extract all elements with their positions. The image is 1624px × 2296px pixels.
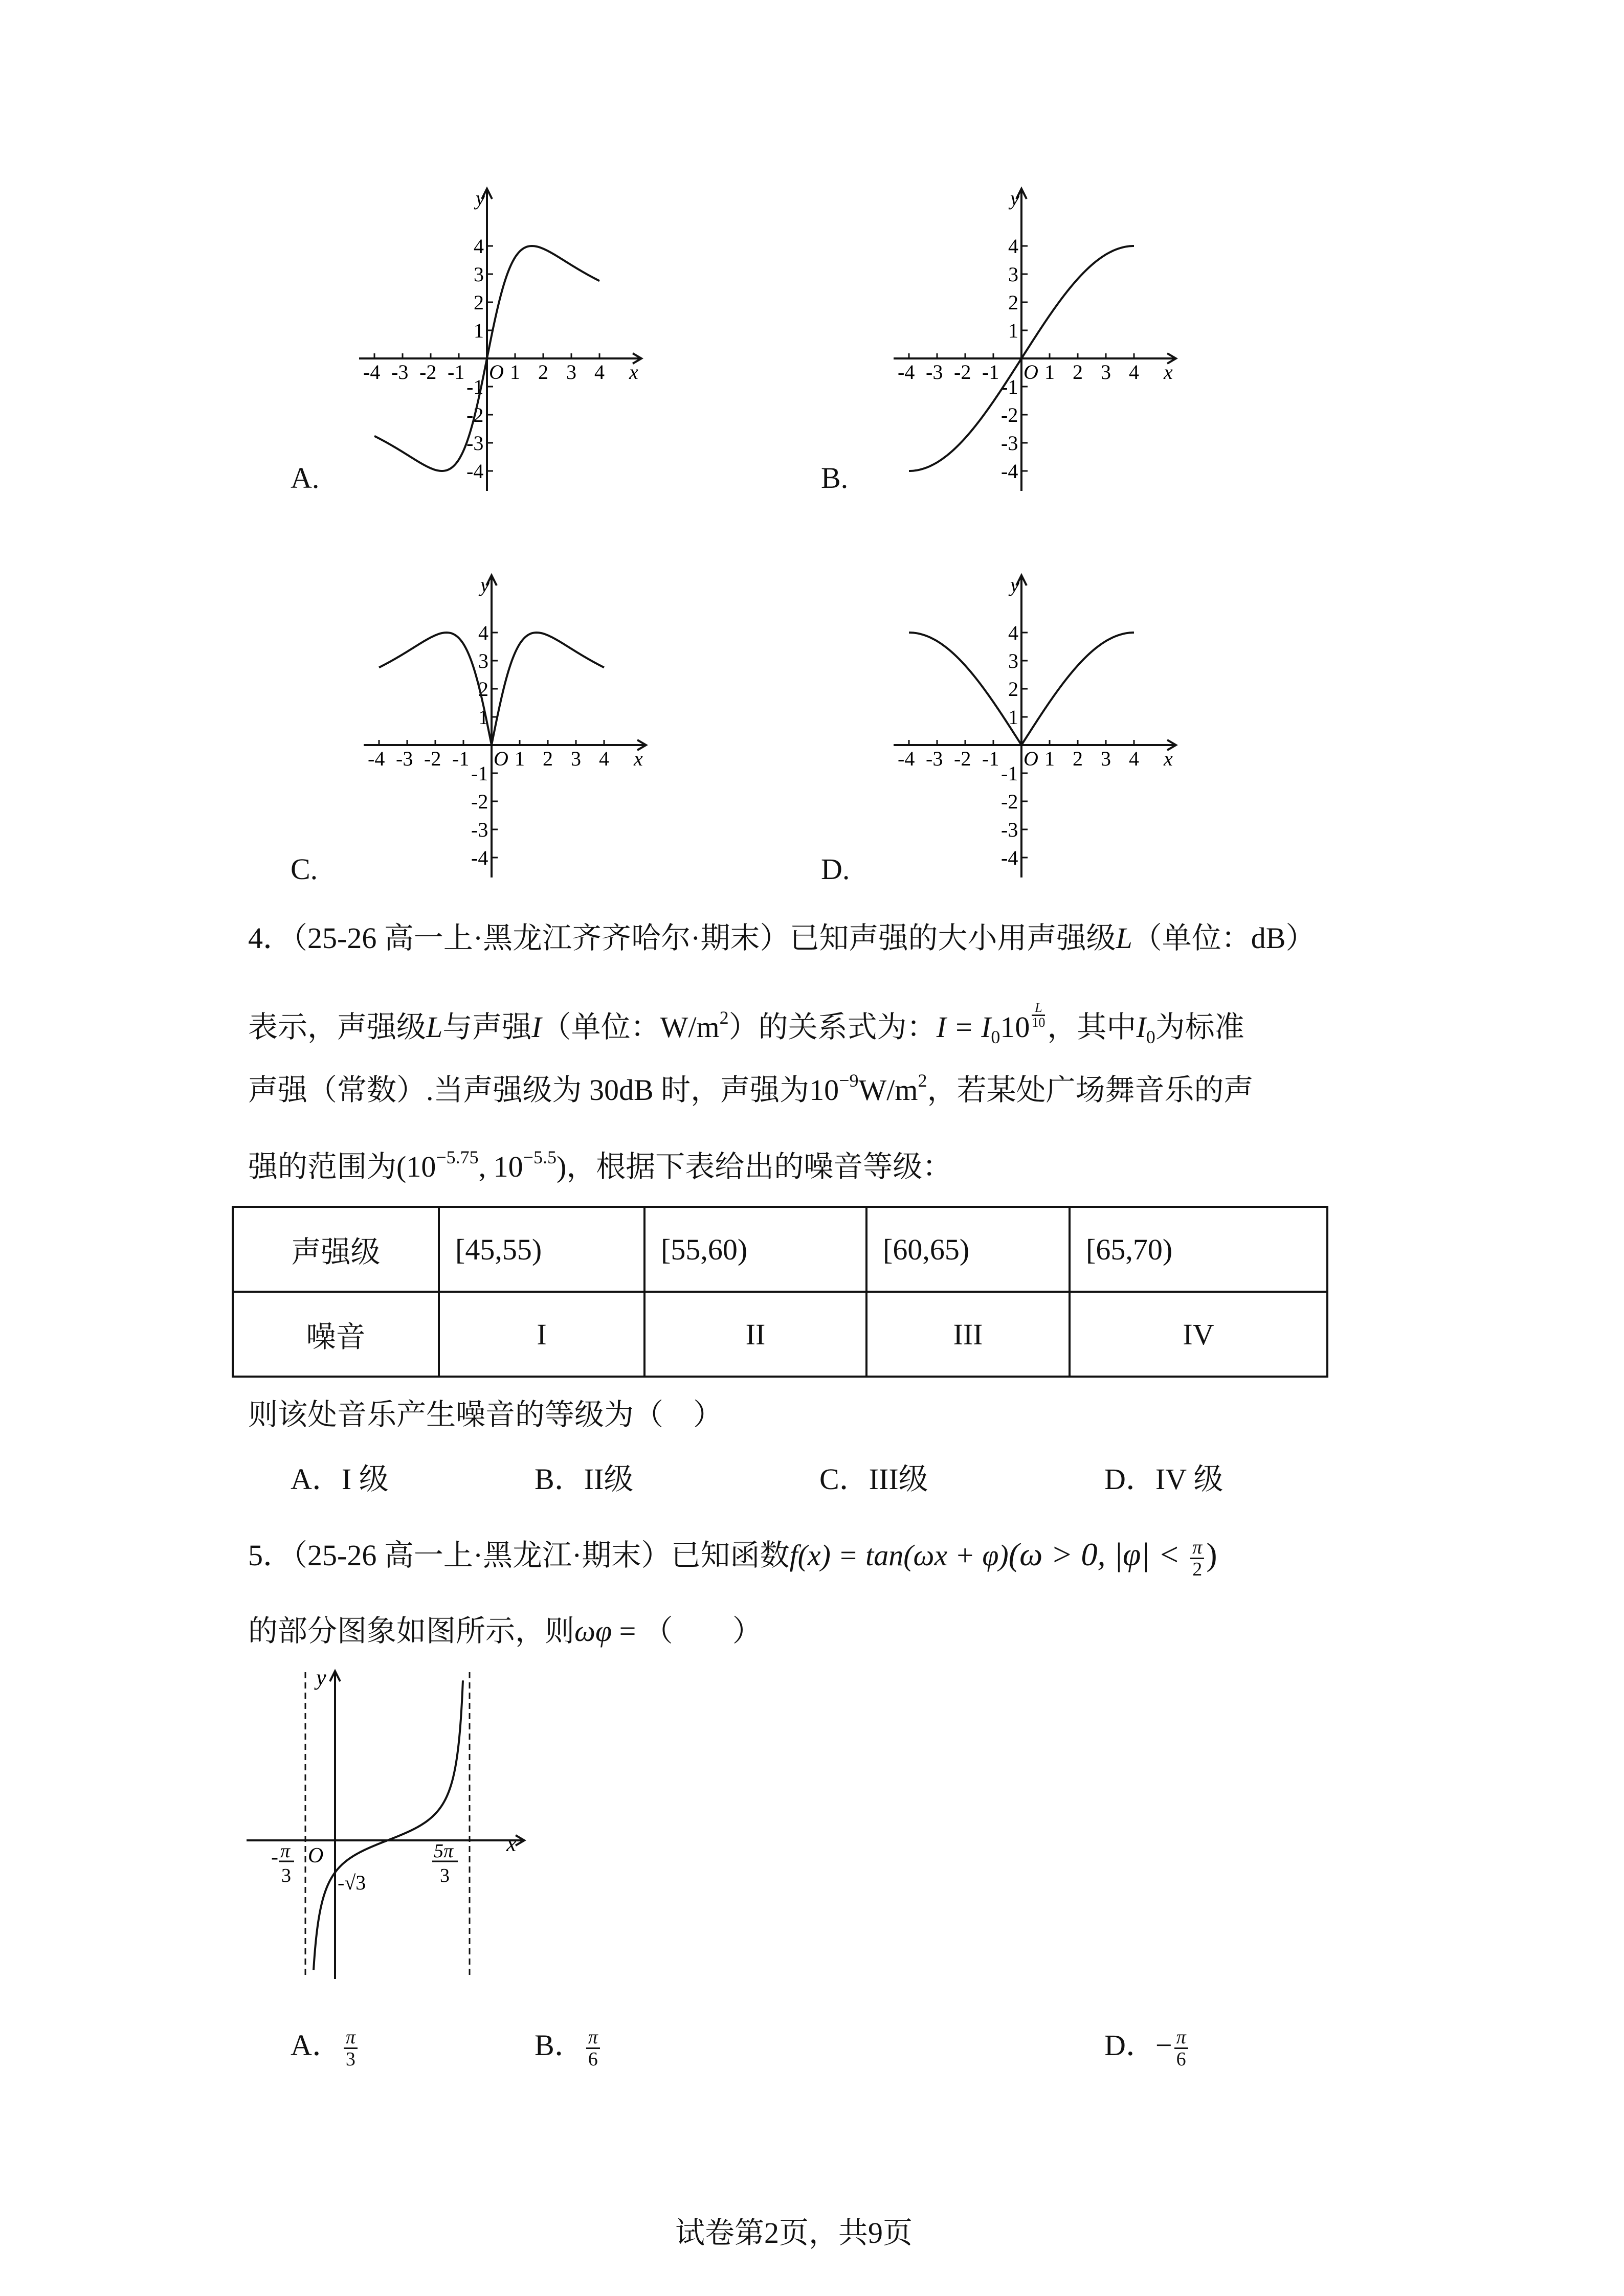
y-tick-label: -1 xyxy=(466,375,484,398)
y-tick-label: 2 xyxy=(474,291,484,314)
exp-den: 10 xyxy=(1032,1015,1045,1030)
frac-num: π xyxy=(344,2027,358,2049)
fivepi-den: 3 xyxy=(440,1865,450,1886)
omega-phi: ωφ xyxy=(574,1614,612,1648)
q4-text: 与声强 xyxy=(442,1010,532,1044)
x-tick-label: 1 xyxy=(1044,747,1055,770)
x-tick-label: O xyxy=(1024,361,1038,384)
q4-option-a[interactable]: A．I 级 xyxy=(291,1462,389,1496)
table-row xyxy=(233,1207,1327,1292)
y-tick-label: -4 xyxy=(1001,460,1018,483)
exp-num: L xyxy=(1032,1001,1045,1016)
formula-exponent xyxy=(1032,1001,1045,1029)
x-tick-label: -2 xyxy=(954,361,971,384)
q4-line-1 xyxy=(248,920,1315,956)
exponent: −5.75 xyxy=(436,1147,479,1167)
pi-over-2 xyxy=(1190,1537,1204,1580)
table-cell: 噪音 xyxy=(233,1292,439,1377)
axis-label-y: y xyxy=(476,187,485,210)
y-tick-label: -1 xyxy=(1001,375,1018,398)
y-tick-label: -4 xyxy=(1001,846,1018,869)
q4-text: （单位：dB） xyxy=(1132,921,1316,955)
q4-text: 4．（25-26 高一上·黑龙江齐齐哈尔·期末）已知声强的大小用声强级 xyxy=(248,921,1116,955)
q4-text: （单位：W/m xyxy=(541,1010,720,1044)
graph-option-a xyxy=(327,184,655,491)
y-tick-label: 1 xyxy=(1008,319,1018,342)
exponent: 2 xyxy=(719,1007,729,1028)
x-tick-label: -3 xyxy=(391,361,409,384)
q4-option-b[interactable]: B．II级 xyxy=(535,1462,634,1496)
axis-label-x: x xyxy=(506,1831,517,1856)
noise-level-table xyxy=(232,1206,1328,1378)
q4-option-c[interactable]: C．III级 xyxy=(819,1462,928,1496)
tan-graph xyxy=(235,1662,552,1989)
q4-line-2 xyxy=(248,1001,1244,1045)
q5-text: 5．（25-26 高一上·黑龙江·期末）已知函数 xyxy=(248,1539,790,1572)
y-tick-label: -4 xyxy=(466,460,484,483)
axis-label-y: y xyxy=(480,573,490,596)
frac-num: π xyxy=(586,2027,600,2049)
x-tick-label: -2 xyxy=(954,747,971,770)
page-footer: 试卷第2页，共9页 xyxy=(675,2216,913,2249)
y-tick-label: 1 xyxy=(474,319,484,342)
neg-pi3-den: 3 xyxy=(281,1865,291,1886)
q4-text: 表示，声强级 xyxy=(248,1010,427,1044)
sign: − xyxy=(1155,2028,1172,2062)
q4-option-d[interactable]: D．IV 级 xyxy=(1104,1462,1223,1496)
fraction xyxy=(586,2027,600,2069)
y-tick-label: -2 xyxy=(1001,403,1018,426)
y-tick-label: 3 xyxy=(1008,263,1018,286)
option-d-label[interactable]: D. xyxy=(821,852,850,886)
axis-label-x: x xyxy=(634,747,643,770)
neg-pi3-num: π xyxy=(280,1840,291,1862)
q4-text: 声强（常数）.当声强级为 30dB 时，声强为10 xyxy=(248,1073,839,1107)
function-def: f(x) = tan(ωx + φ) xyxy=(789,1539,1009,1572)
var-L: L xyxy=(426,1010,443,1044)
y-tick-label: 3 xyxy=(474,263,484,286)
sqrt3-label: -√3 xyxy=(338,1871,366,1894)
x-tick-label: 4 xyxy=(594,361,605,384)
x-tick-label: 2 xyxy=(538,361,548,384)
x-tick-label: 2 xyxy=(543,747,553,770)
y-tick-label: 3 xyxy=(478,649,488,672)
q5-line-2 xyxy=(248,1613,762,1649)
y-tick-label: 1 xyxy=(478,706,488,729)
x-tick-label: -2 xyxy=(424,747,441,770)
x-tick-label: 4 xyxy=(599,747,609,770)
y-tick-label: 2 xyxy=(1008,291,1018,314)
table-cell: [45,55) xyxy=(439,1207,644,1292)
x-tick-label: O xyxy=(1024,747,1038,770)
x-tick-label: -4 xyxy=(363,361,381,384)
graph-option-c xyxy=(332,571,659,877)
table-cell: [65,70) xyxy=(1070,1207,1327,1292)
option-b-label[interactable]: B. xyxy=(821,461,849,494)
fraction xyxy=(344,2027,358,2069)
q4-text: 为标准 xyxy=(1155,1010,1244,1044)
exponent: 2 xyxy=(918,1070,927,1091)
table-cell: [55,60) xyxy=(644,1207,866,1292)
x-tick-label: -2 xyxy=(419,361,437,384)
table-cell: [60,65) xyxy=(866,1207,1070,1292)
x-tick-label: O xyxy=(494,747,508,770)
y-tick-label: 1 xyxy=(1008,706,1018,729)
x-tick-label: -1 xyxy=(982,361,999,384)
fivepi-num: 5π xyxy=(434,1840,454,1862)
axis-label-y: y xyxy=(316,1665,326,1690)
x-tick-label: 4 xyxy=(1129,747,1139,770)
fraction xyxy=(1174,2027,1188,2069)
x-tick-label: -4 xyxy=(898,747,915,770)
q4-text: , 10 xyxy=(478,1150,523,1183)
y-tick-label: -3 xyxy=(471,818,488,841)
frac-num: π xyxy=(1174,2027,1188,2049)
x-tick-label: -4 xyxy=(898,361,915,384)
subscript: 0 xyxy=(1146,1027,1155,1047)
table-cell: I xyxy=(439,1292,644,1377)
exponent: −5.5 xyxy=(523,1147,557,1167)
q4-text: ，若某处广场舞音乐的声 xyxy=(927,1073,1254,1107)
q5-option-a[interactable] xyxy=(291,2027,360,2069)
y-tick-label: -3 xyxy=(1001,432,1018,455)
x-tick-label: -4 xyxy=(368,747,385,770)
x-tick-label: -1 xyxy=(448,361,465,384)
axis-label-x: x xyxy=(1164,361,1173,384)
y-tick-label: -4 xyxy=(471,846,488,869)
x-tick-label: O xyxy=(489,361,504,384)
x-tick-label: 4 xyxy=(1129,361,1139,384)
var-I0: I xyxy=(1136,1010,1146,1044)
y-tick-label: -2 xyxy=(1001,790,1018,813)
q4-line-3 xyxy=(248,1072,1254,1108)
x-tick-label: -3 xyxy=(396,747,413,770)
y-tick-label: 3 xyxy=(1008,649,1018,672)
q5-text: 的部分图象如图所示，则 xyxy=(248,1614,575,1648)
x-tick-label: 3 xyxy=(566,361,576,384)
frac-den: 3 xyxy=(345,2049,355,2070)
frac-den: 2 xyxy=(1192,1559,1203,1581)
x-tick-label: 2 xyxy=(1073,361,1083,384)
y-tick-label: 2 xyxy=(478,678,488,701)
graph-option-b xyxy=(862,184,1189,491)
x-tick-label: 1 xyxy=(1044,361,1055,384)
q4-text: ，其中 xyxy=(1047,1010,1137,1044)
frac-num: π xyxy=(1190,1537,1204,1559)
option-a-label[interactable]: A. xyxy=(291,461,320,494)
x-tick-label: -1 xyxy=(982,747,999,770)
table-cell: III xyxy=(866,1292,1070,1377)
x-tick-label: -3 xyxy=(926,361,943,384)
q4-text: ）的关系式为： xyxy=(728,1010,937,1044)
q5-text: = （ ） xyxy=(612,1614,762,1648)
q4-line-4 xyxy=(248,1149,952,1185)
x-tick-label: 1 xyxy=(515,747,525,770)
y-tick-label: 4 xyxy=(478,621,488,644)
y-tick-label: 4 xyxy=(1008,235,1018,258)
condition-close: ) xyxy=(1206,1536,1217,1572)
x-tick-label: 2 xyxy=(1073,747,1083,770)
q5-option-b[interactable] xyxy=(535,2027,602,2069)
frac-den: 6 xyxy=(1176,2049,1186,2070)
x-tick-label: -1 xyxy=(452,747,470,770)
q5-line-1 xyxy=(248,1537,1217,1580)
var-L: L xyxy=(1116,921,1132,955)
option-label: B． xyxy=(535,2028,584,2062)
y-tick-label: -2 xyxy=(466,403,484,426)
q4-question: 则该处音乐产生噪音的等级为（ ） xyxy=(248,1398,723,1431)
axis-label-x: x xyxy=(629,361,638,384)
x-tick-label: 3 xyxy=(1101,747,1111,770)
origin-label: O xyxy=(308,1844,324,1867)
formula: I = I xyxy=(936,1010,991,1044)
y-tick-label: -1 xyxy=(471,762,488,785)
table-cell: IV xyxy=(1070,1292,1327,1377)
x-tick-label: 3 xyxy=(1101,361,1111,384)
condition: (ω > 0, |φ| < xyxy=(1008,1536,1189,1572)
neg-sign: - xyxy=(271,1845,278,1869)
frac-den: 6 xyxy=(588,2049,598,2070)
option-label: A． xyxy=(291,2028,342,2062)
var-I: I xyxy=(531,1010,542,1044)
axis-label-x: x xyxy=(1164,747,1173,770)
formula-base: 10 xyxy=(1000,1010,1030,1044)
subscript: 0 xyxy=(991,1027,1000,1047)
q5-option-d[interactable] xyxy=(1104,2027,1190,2069)
y-tick-label: -1 xyxy=(1001,762,1018,785)
axis-label-y: y xyxy=(1010,573,1019,596)
table-cell: 声强级 xyxy=(233,1207,439,1292)
q4-text: 强的范围为(10 xyxy=(248,1150,436,1183)
x-tick-label: 1 xyxy=(510,361,520,384)
x-tick-label: 3 xyxy=(571,747,581,770)
y-tick-label: -2 xyxy=(471,790,488,813)
y-tick-label: 2 xyxy=(1008,678,1018,701)
option-label: D． xyxy=(1104,2028,1155,2062)
x-tick-label: -3 xyxy=(926,747,943,770)
y-tick-label: 4 xyxy=(1008,621,1018,644)
exponent: −9 xyxy=(839,1070,859,1091)
option-c-label[interactable]: C. xyxy=(291,852,318,886)
table-row xyxy=(233,1292,1327,1377)
y-tick-label: -3 xyxy=(1001,818,1018,841)
table-cell: II xyxy=(644,1292,866,1377)
axis-label-y: y xyxy=(1010,187,1019,210)
y-tick-label: -3 xyxy=(466,432,484,455)
q4-text: )，根据下表给出的噪音等级： xyxy=(556,1150,952,1183)
q4-text: W/m xyxy=(858,1073,918,1107)
y-tick-label: 4 xyxy=(474,235,484,258)
graph-option-d xyxy=(862,571,1189,877)
